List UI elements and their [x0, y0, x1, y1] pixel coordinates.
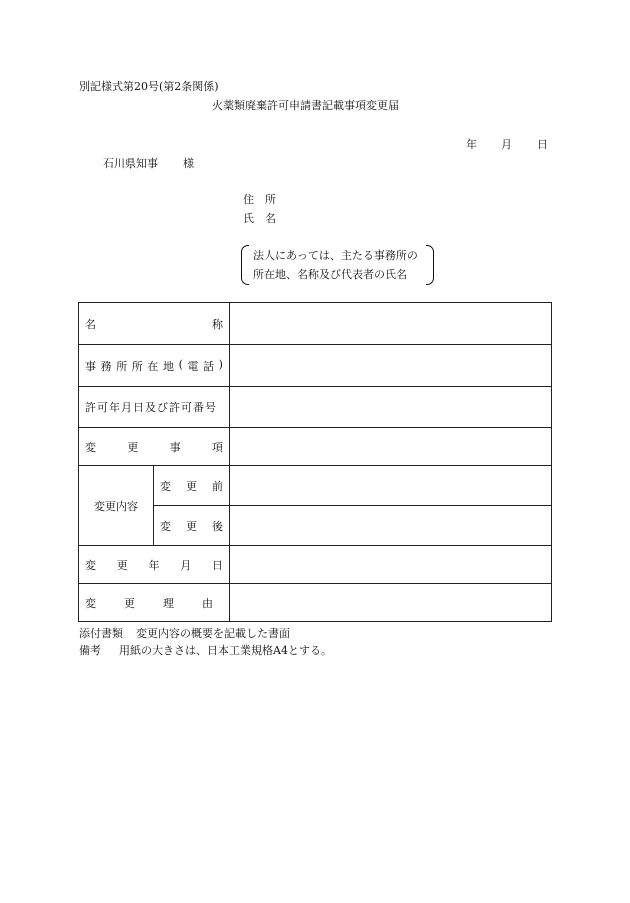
table-row [79, 387, 552, 428]
before-label: 変 更 前 [154, 466, 230, 506]
permit-date-value[interactable] [230, 387, 552, 428]
table-row [79, 345, 552, 387]
addressee: 石川県知事 [103, 157, 158, 170]
table-row [79, 303, 552, 345]
left-bracket [241, 245, 249, 285]
name-label: 名 称 [79, 303, 230, 345]
change-reason-value[interactable] [230, 584, 552, 622]
change-content-label: 変更内容 [79, 466, 154, 546]
date-day-label: 日 [537, 138, 548, 151]
address-label-2: 所 [265, 193, 276, 206]
office-location-label: 事 務 所 所 在 地 ( 電 話 ) [79, 345, 230, 387]
honorific: 様 [183, 157, 194, 170]
name-label-1: 氏 [243, 212, 254, 225]
change-date-value[interactable] [230, 546, 552, 584]
after-label: 変 更 後 [154, 506, 230, 546]
table-row [79, 546, 552, 584]
corporate-note-line1: 法人にあっては、主たる事務所の [253, 249, 418, 262]
right-bracket [426, 245, 434, 285]
form-number: 別記様式第20号(第2条関係) [79, 80, 219, 93]
after-value[interactable] [230, 506, 552, 546]
address-label-1: 住 [243, 193, 254, 206]
change-item-value[interactable] [230, 428, 552, 466]
name-value[interactable] [230, 303, 552, 345]
name-label-2: 名 [265, 212, 276, 225]
permit-date-label: 許可年月日及び許可番号 [79, 387, 230, 428]
table-row [79, 584, 552, 622]
office-location-value[interactable] [230, 345, 552, 387]
before-value[interactable] [230, 466, 552, 506]
table-row [79, 428, 552, 466]
attachment-label: 添付書類 [79, 627, 123, 640]
document-title: 火薬類廃棄許可申請書記載事項変更届 [212, 99, 399, 112]
corporate-note-line2: 所在地、名称及び代表者の氏名 [253, 268, 407, 281]
change-reason-label: 変 更 理 由 [79, 584, 230, 622]
remarks-text: 用紙の大きさは、日本工業規格A4とする。 [119, 644, 332, 657]
date-month-label: 月 [501, 138, 512, 151]
date-year-label: 年 [466, 138, 477, 151]
change-notification-table [78, 302, 552, 622]
attachment-text: 変更内容の概要を記載した書面 [136, 627, 290, 640]
change-item-label: 変 更 事 項 [79, 428, 230, 466]
change-date-label: 変 更 年 月 日 [79, 546, 230, 584]
remarks-label: 備考 [79, 644, 101, 657]
table-row [79, 466, 552, 506]
